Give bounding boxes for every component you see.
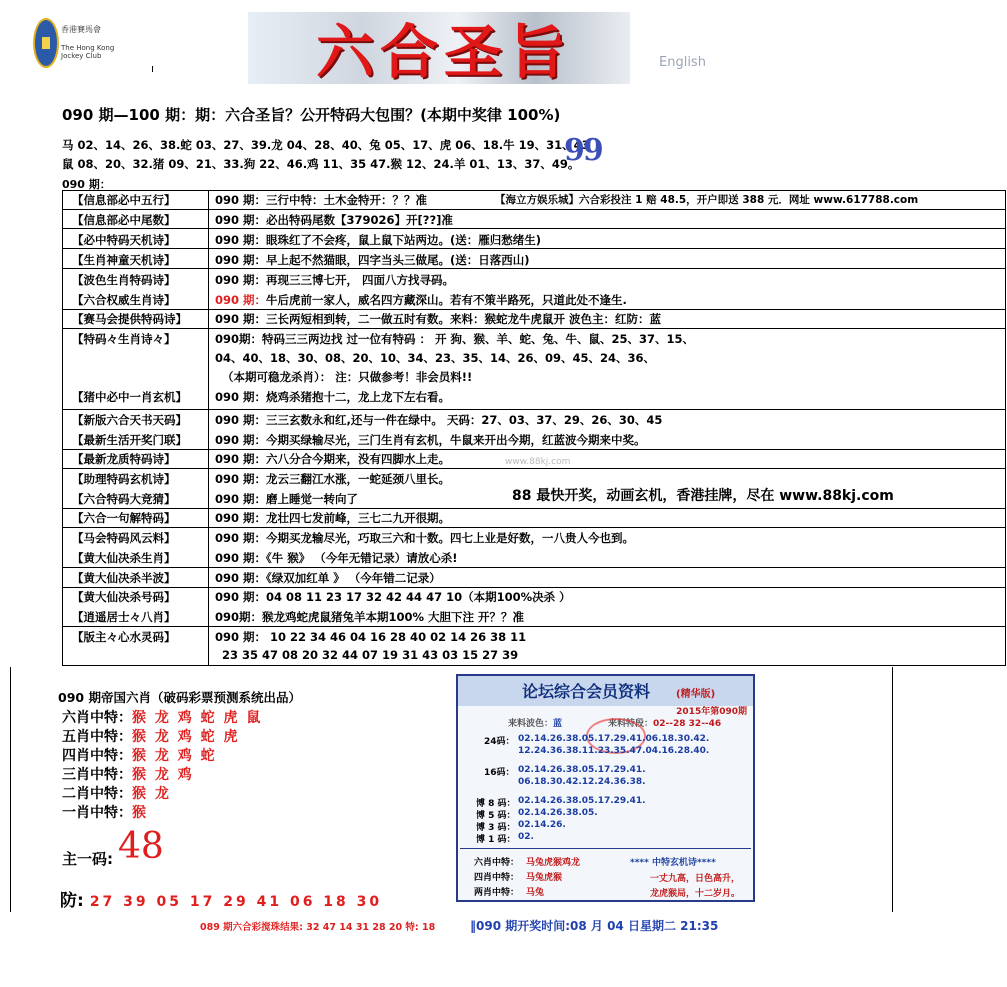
row-text: 090 期：《绿双加红单 》 （今年错二记录） [215,571,441,585]
five-zodiac-row [62,726,240,746]
two-label: 二肖中特： [62,786,132,802]
row-label: 【猪中必中一肖玄机】 [72,390,187,404]
poem-line-2: 龙虎猴局，十二岁月。 [650,889,741,899]
ghost-watermark-text: www.88kj.com [505,457,571,467]
table-row-divider [62,626,1006,627]
row-label: 【黄大仙决杀号码】 [72,590,176,604]
card-title: 论坛综合会员资料 [522,682,651,701]
row-label: 【特码々生肖诗々】 [72,332,176,346]
row-label: 【助理特码玄机诗】 [72,472,176,486]
one-value: 猴 [132,805,148,821]
row-label: 【新版六合天书天码】 [72,413,187,427]
table-row-divider [62,468,1006,469]
one-label: 一肖中特： [62,805,132,821]
row-label: 【黄大仙决杀生肖】 [72,551,176,565]
b1-values: 02. [518,832,534,842]
poem-line-1: 一丈九高，日色高升， [650,874,741,884]
codes16-line-b: 06.18.30.42.12.24.36.38. [518,777,646,787]
b8-values: 02.14.26.38.05.17.29.41. [518,796,646,806]
row-text: 090 期：04 08 11 23 17 32 42 44 47 10（本期100%决杀 ） [215,590,571,604]
main-code-number: 48 [118,826,164,867]
row-label: 【逍遥居士々八肖】 [72,610,176,624]
page-headline: 090 期—100 期：期：六合圣旨？公开特码大包围？(本期中奖律 100%) [62,106,561,124]
row-label: 【版主々心水灵码】 [72,630,176,644]
member-info-card[interactable] [456,674,755,902]
one-zodiac-row [62,802,148,822]
logo-chinese-text: 香港賽馬會 [61,25,101,34]
row-label: 【信息部必中尾数】 [72,213,176,227]
row-text: 090 期：必出特码尾数【379026】开[??]准 [215,213,453,227]
row-label: 【波色生肖特码诗】 [72,273,176,287]
previous-result: 089 期六合彩搅珠结果: 32 47 14 31 28 20 特: 18 [200,922,436,933]
row-label: 【最新生活开奖门联】 [72,433,187,447]
row-text: 090 期：烧鸡杀猪抱十二，龙上龙下左右看。 [215,390,451,404]
88kj-ad-link[interactable]: 88 最快开奖，动画玄机，香港挂牌，尽在 www.88kj.com [512,488,894,504]
row-text: 090 期：三三玄数永和红,还与一件在绿中。 天码：27、03、37、29、26、30、45 [215,413,663,427]
row-text: 090 期：今期买绿输尽光，三门生肖有玄机，牛鼠来开出今期，红蓝波今期来中奖。 [215,433,646,447]
row-label: 【最新龙质特码诗】 [72,452,176,466]
table-row-divider [62,527,1006,528]
period-prefix-red: 090 期： [215,293,267,307]
row-label: 【黄大仙决杀半波】 [72,571,176,585]
row-text [215,292,627,308]
wave-label: 来料波色： [508,719,554,729]
row-label: 【信息部必中五行】 [72,193,176,207]
table-column-divider [208,190,209,666]
draw-time: ‖090 期开奖时间:08 月 04 日星期二 21:35 [470,919,719,933]
b5-label: 博 5 码： [476,811,516,821]
row-text: （本期可稳龙杀肖）： 注：只做参考！非会员料!! [222,370,473,384]
row-text: 04、40、18、30、08、20、10、34、23、35、14、26、09、45、24、36、 [215,351,656,365]
foot-six-label: 六肖中特： [474,858,520,868]
row-text: 090 期：龙壮四七发前峰，三七二九开很期。 [215,511,451,525]
six-zodiac-title: 090 期帝国六肖（破码彩票预测系统出品） [58,690,301,705]
three-label: 三肖中特： [62,767,132,783]
jockey-club-logo[interactable] [33,14,138,70]
codes16-line-a: 02.14.26.38.05.17.29.41. [518,765,646,775]
row-label: 【马会特码风云料】 [72,531,176,545]
two-value: 猴 龙 [132,786,171,802]
table-row-divider [62,508,1006,509]
six-zodiac-row [62,707,262,727]
two-zodiac-row [62,783,171,803]
b3-values: 02.14.26. [518,820,566,830]
row-label: 【生肖神童天机诗】 [72,253,176,267]
row-text-body: 牛后虎前一家人，威名四方藏深山。若有不策半路死，只道此处不逢生. [266,293,627,307]
defense-values: 27 39 05 17 29 41 06 18 30 [89,894,383,910]
row-label: 【赛马会提供特码诗】 [72,312,187,326]
divider-tick [152,66,153,72]
special-value: 02--28 32--46 [653,719,722,729]
row-text: 090 期：再现三三博七开， 四面八方找寻码。 [215,273,455,287]
foot-four-value: 马兔虎猴 [526,873,563,883]
four-label: 四肖中特： [62,748,132,764]
six-label: 六肖中特： [62,710,132,726]
table-row-divider [62,309,1006,310]
row-text: 23 35 47 08 20 32 44 07 19 31 43 03 15 27 39 [222,648,519,662]
logo-english-text: The Hong Kong Jockey Club [61,44,115,60]
codes24-line-b: 12.24.36.38.11.23.35.47.04.16.28.40. [518,746,710,756]
wave-value: 蓝 [553,719,563,729]
zodiac-numbers-line-1: 马 02、14、26、38.蛇 03、27、39.龙 04、28、40、兔 05、17、虎 06、18.牛 19、31、43 [62,138,590,152]
card-issue: 2015年第090期 [676,707,747,717]
casino-ad-link[interactable]: 【海立方娱乐城】六合彩投注 1 赔 48.5，开户即送 388 元．网址 www.617788.com [495,194,919,206]
english-link[interactable]: English [659,55,706,70]
three-zodiac-row [62,764,194,784]
defense-numbers [60,886,382,911]
row-text: 090 期：《牛 猴》 （今年无错记录）请放心杀! [215,551,458,565]
b1-label: 博 1 码： [476,835,516,845]
row-text: 090 期：磨上睡觉一转向了 [215,492,359,506]
row-text: 090 期： 10 22 34 46 04 16 28 40 02 14 26 38 11 [215,630,527,644]
right-border-line [892,667,893,912]
special-label: 来料特段： [608,719,654,729]
foot-four-label: 四肖中特： [474,873,520,883]
row-text: 090 期：早上起不然猫眼，四字当头三做尾。(送：日落西山) [215,253,530,267]
codes16-label: 16码： [484,768,515,778]
table-row-divider [62,409,1006,410]
main-code-label: 主一码: [62,850,113,868]
foot-two-value: 马兔 [526,888,545,898]
four-value: 猴 龙 鸡 蛇 [132,748,217,764]
five-label: 五肖中特： [62,729,132,745]
table-row-divider [62,328,1006,329]
b8-label: 博 8 码： [476,799,516,809]
row-text: 090 期：三行中特：土木金特开：？？准 [215,193,428,207]
codes24-label: 24码： [484,737,515,747]
zodiac-numbers-line-2: 鼠 08、20、32.猪 09、21、33.狗 22、46.鸡 11、35 47.猴 12、24.羊 01、13、37、49。 [62,157,580,171]
row-text: 090期：猴龙鸡蛇虎鼠猪兔羊本期100% 大胆下注 开？？准 [215,610,525,624]
three-value: 猴 龙 鸡 [132,767,194,783]
defense-label: 防: [60,891,84,911]
card-edition-tag: (精华版) [676,689,716,700]
poem-title: **** 中特玄机诗**** [630,858,716,868]
card-wave-row [508,716,562,729]
five-value: 猴 龙 鸡 蛇 虎 [132,729,240,745]
foot-six-value: 马兔虎猴鸡龙 [526,858,581,868]
foot-two-label: 两肖中特： [474,888,520,898]
b5-values: 02.14.26.38.05. [518,808,598,818]
table-row-divider [62,567,1006,568]
card-header [458,676,753,706]
card-footer [460,848,751,901]
row-label: 【六合一句解特码】 [72,511,176,525]
table-row-divider [62,248,1006,249]
row-text: 090 期：六八分合今期来，没有四脚水上走。 [215,452,451,466]
table-row-divider [62,209,1006,210]
table-row-divider [62,228,1006,229]
banner-title: 六合圣旨 [316,18,573,86]
row-label: 【六合特码大竞猜】 [72,492,176,506]
row-text: 090 期：今期买龙输尽光，巧取三六和十数。四七上业是好数，一八贵人今也到。 [215,531,635,545]
four-zodiac-row [62,745,217,765]
table-row-divider [62,587,1006,588]
codes24-line-a: 02.14.26.38.05.17.29.41.06.18.30.42. [518,734,710,744]
row-label: 【六合权威生肖诗】 [72,293,176,307]
b3-label: 博 3 码： [476,823,516,833]
row-text: 090 期：眼珠红了不会疼，鼠上鼠下站两边。(送：雁归愁绪生) [215,233,542,247]
left-border-line [10,667,11,912]
table-row-divider [62,268,1006,269]
row-text: 090期：特码三三两边找 过一位有特码 ： 开 狗、猴、羊、蛇、兔、牛、鼠、25、37、15、 [215,332,695,346]
art-number: 99 [564,133,602,168]
row-label: 【必中特码天机诗】 [72,233,176,247]
row-text: 090 期：三长两短相到转，二一做五时有数。来料：猴蛇龙牛虎鼠开 波色主：红防：蓝 [215,312,662,326]
table-row-divider [62,449,1006,450]
row-text: 090 期：龙云三翻江水涨，一蛇延颈八里长。 [215,472,451,486]
header-banner [248,12,630,84]
jockey-club-seal-icon [33,18,59,68]
six-value: 猴 龙 鸡 蛇 虎 鼠 [132,710,263,726]
period-label: 090 期： [62,178,111,191]
